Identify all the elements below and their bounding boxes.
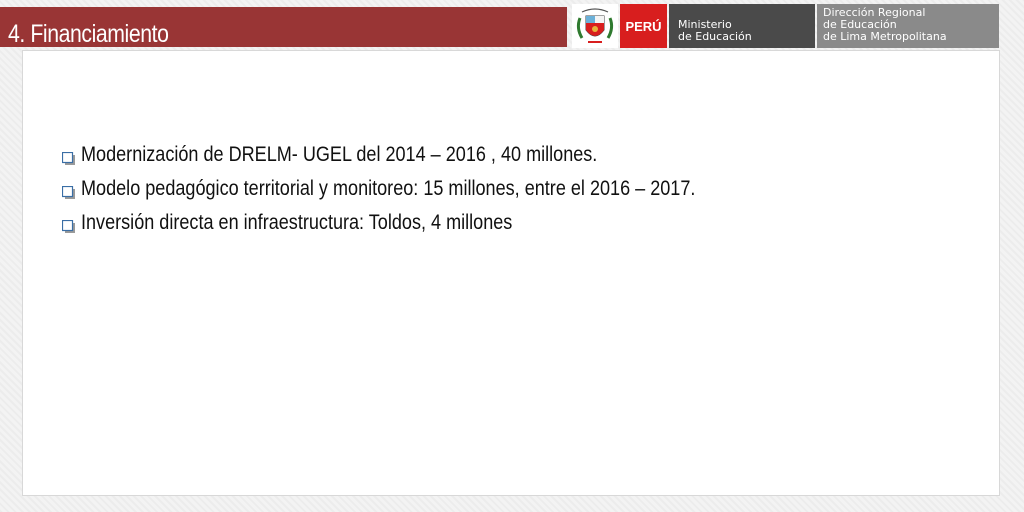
bullet-text: Inversión directa en infraestructura: Toldos, 4 millones [81,211,513,234]
bullet-text: Modelo pedagógico territorial y monitoreo: 15 millones, entre el 2016 – 2017. [81,177,696,200]
ministry-line-2: de Educación [678,30,752,43]
title-bar [0,7,567,47]
regional-office-logo [817,4,999,48]
regional-line-2: de Educación [823,18,897,31]
peru-logo [620,4,667,48]
regional-line-1: Dirección Regional [823,6,926,19]
peru-label: PERÚ [625,18,662,34]
bullet-list [62,138,795,240]
ministry-logo [669,4,815,48]
list-item [62,206,795,240]
content-panel [22,50,1000,496]
ministry-line-1: Ministerio [678,18,732,31]
page-title: 4. Financiamiento [8,20,169,48]
shadowed-square-bullet-icon [62,148,76,162]
list-item [62,138,795,172]
bullet-text: Modernización de DRELM- UGEL del 2014 – 2016 , 40 millones. [81,143,598,166]
peru-coat-of-arms-icon [572,4,618,48]
regional-line-3: de Lima Metropolitana [823,30,947,43]
list-item [62,172,795,206]
shadowed-square-bullet-icon [62,182,76,196]
shadowed-square-bullet-icon [62,216,76,230]
